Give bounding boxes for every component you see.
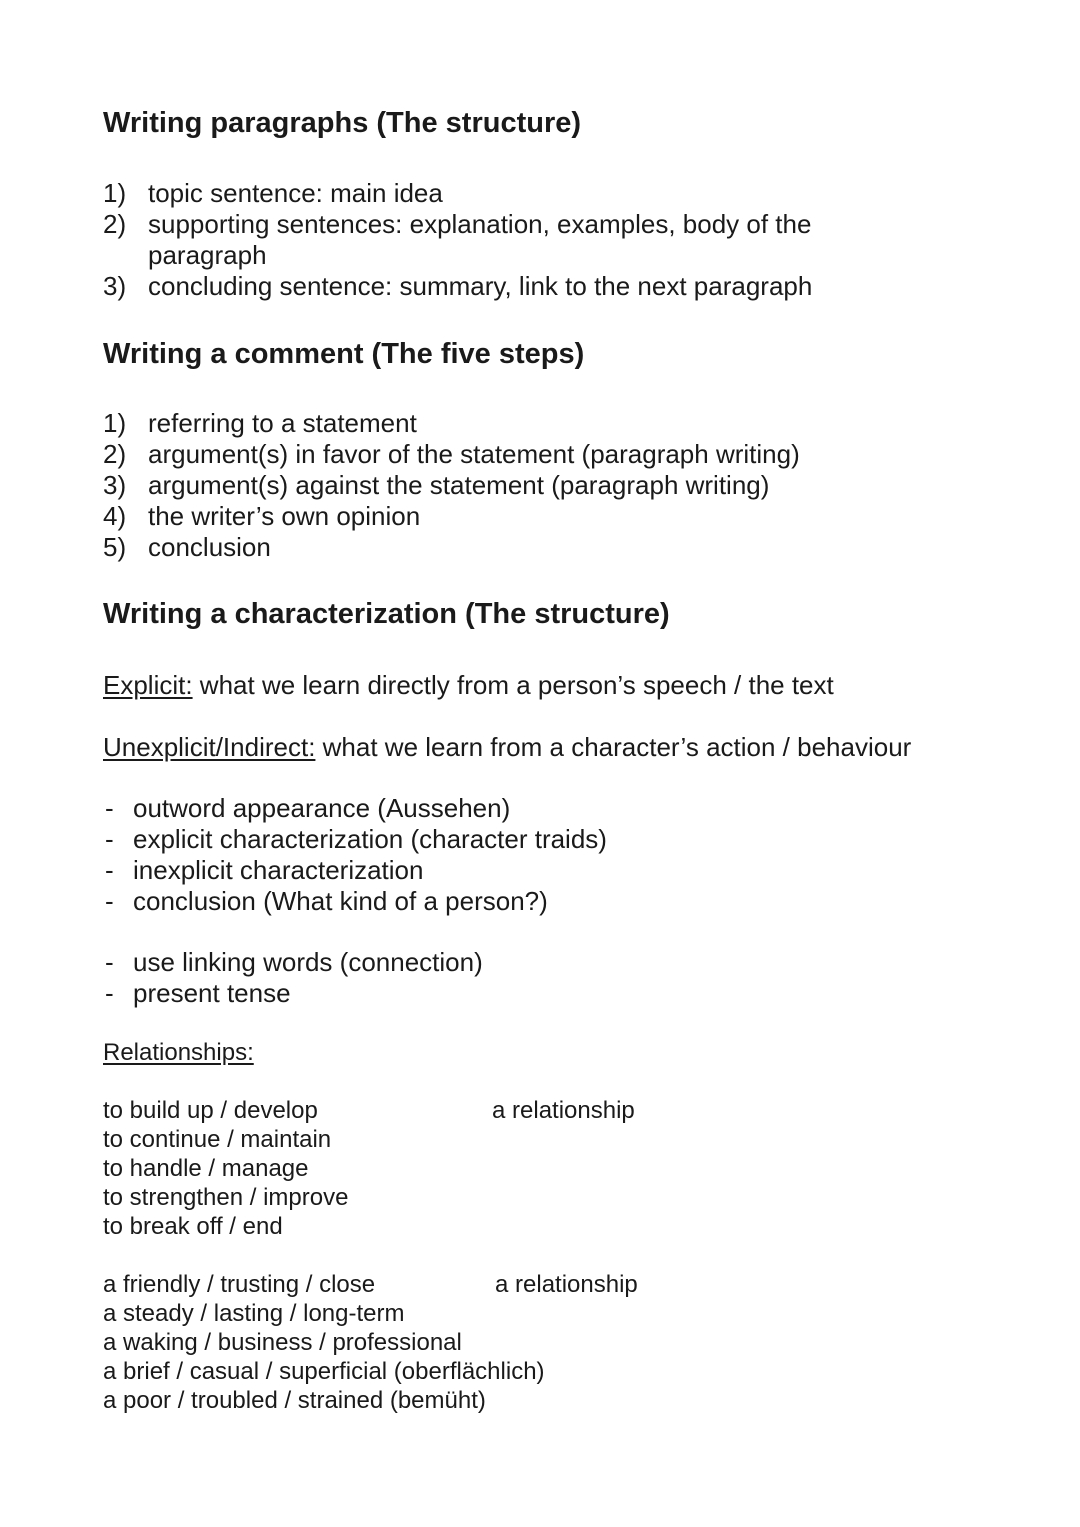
list-text: topic sentence: main idea (148, 178, 443, 208)
dash-bullet: - (105, 793, 114, 823)
list-item: a steady / lasting / long-term (103, 1300, 405, 1327)
list-number: 1) (103, 178, 127, 208)
list-text: present tense (133, 978, 291, 1008)
list-number: 2) (103, 439, 127, 469)
list-number: 5) (103, 532, 127, 562)
dash-bullet: - (105, 824, 114, 854)
list-text: the writer’s own opinion (148, 501, 421, 531)
list-item (103, 855, 903, 886)
relationships-heading: Relationships: (103, 1039, 254, 1066)
list-text: supporting sentences: explanation, examples, body of the paragraph (148, 209, 812, 270)
paragraph-structure-list (103, 178, 903, 302)
list-item: a poor / troubled / strained (bemüht) (103, 1387, 486, 1414)
list-text: explicit characterization (character traids) (133, 824, 607, 854)
list-item (103, 209, 903, 271)
list-number: 3) (103, 470, 127, 500)
list-text: referring to a statement (148, 408, 417, 438)
explicit-term: Explicit: (103, 670, 193, 700)
heading-writing-characterization: Writing a characterization (The structure) (103, 598, 670, 630)
list-item: to continue / maintain (103, 1126, 332, 1153)
adjectives-object-label: a relationship (495, 1271, 638, 1298)
relationship-verbs-list (103, 1096, 348, 1241)
list-item (103, 178, 903, 209)
list-text: outword appearance (Aussehen) (133, 793, 511, 823)
list-item (103, 532, 1003, 563)
characterization-structure-list (103, 793, 903, 917)
list-number: 2) (103, 209, 127, 239)
list-text: conclusion (148, 532, 271, 562)
comment-steps-list (103, 408, 1003, 563)
list-number: 4) (103, 501, 127, 531)
list-item (103, 947, 903, 978)
list-number: 3) (103, 271, 127, 301)
list-item: to handle / manage (103, 1155, 309, 1182)
explicit-text: what we learn directly from a person’s speech / the text (192, 670, 834, 700)
list-number: 1) (103, 408, 127, 438)
heading-writing-paragraphs: Writing paragraphs (The structure) (103, 107, 582, 139)
verbs-object-label: a relationship (492, 1097, 635, 1124)
list-item (103, 824, 903, 855)
list-item: to build up / develop (103, 1097, 318, 1124)
dash-bullet: - (105, 978, 114, 1008)
indirect-text: what we learn from a character’s action / behaviour (315, 732, 912, 762)
indirect-term: Unexplicit/Indirect: (103, 732, 316, 762)
list-text: inexplicit characterization (133, 855, 424, 885)
list-text: argument(s) against the statement (paragraph writing) (148, 470, 770, 500)
list-item: a waking / business / professional (103, 1329, 462, 1356)
explicit-definition (103, 670, 834, 701)
list-text: conclusion (What kind of a person?) (133, 886, 548, 916)
indirect-definition (103, 732, 911, 763)
list-item (103, 470, 1003, 501)
heading-writing-comment: Writing a comment (The five steps) (103, 338, 585, 370)
list-item (103, 886, 903, 917)
list-item: a friendly / trusting / close (103, 1271, 376, 1298)
list-item: to strengthen / improve (103, 1184, 349, 1211)
list-item (103, 978, 903, 1009)
dash-bullet: - (105, 886, 114, 916)
relationship-adjectives-list (103, 1270, 545, 1415)
list-text: argument(s) in favor of the statement (paragraph writing) (148, 439, 800, 469)
list-item (103, 271, 903, 302)
list-item: a brief / casual / superficial (oberflächlich) (103, 1358, 545, 1385)
list-text: concluding sentence: summary, link to the next paragraph (148, 271, 813, 301)
list-item (103, 408, 1003, 439)
list-item (103, 439, 1003, 470)
list-text: use linking words (connection) (133, 947, 483, 977)
dash-bullet: - (105, 855, 114, 885)
list-item (103, 501, 1003, 532)
dash-bullet: - (105, 947, 114, 977)
list-item: to break off / end (103, 1213, 283, 1240)
list-item (103, 793, 903, 824)
characterization-tips-list (103, 947, 903, 1009)
